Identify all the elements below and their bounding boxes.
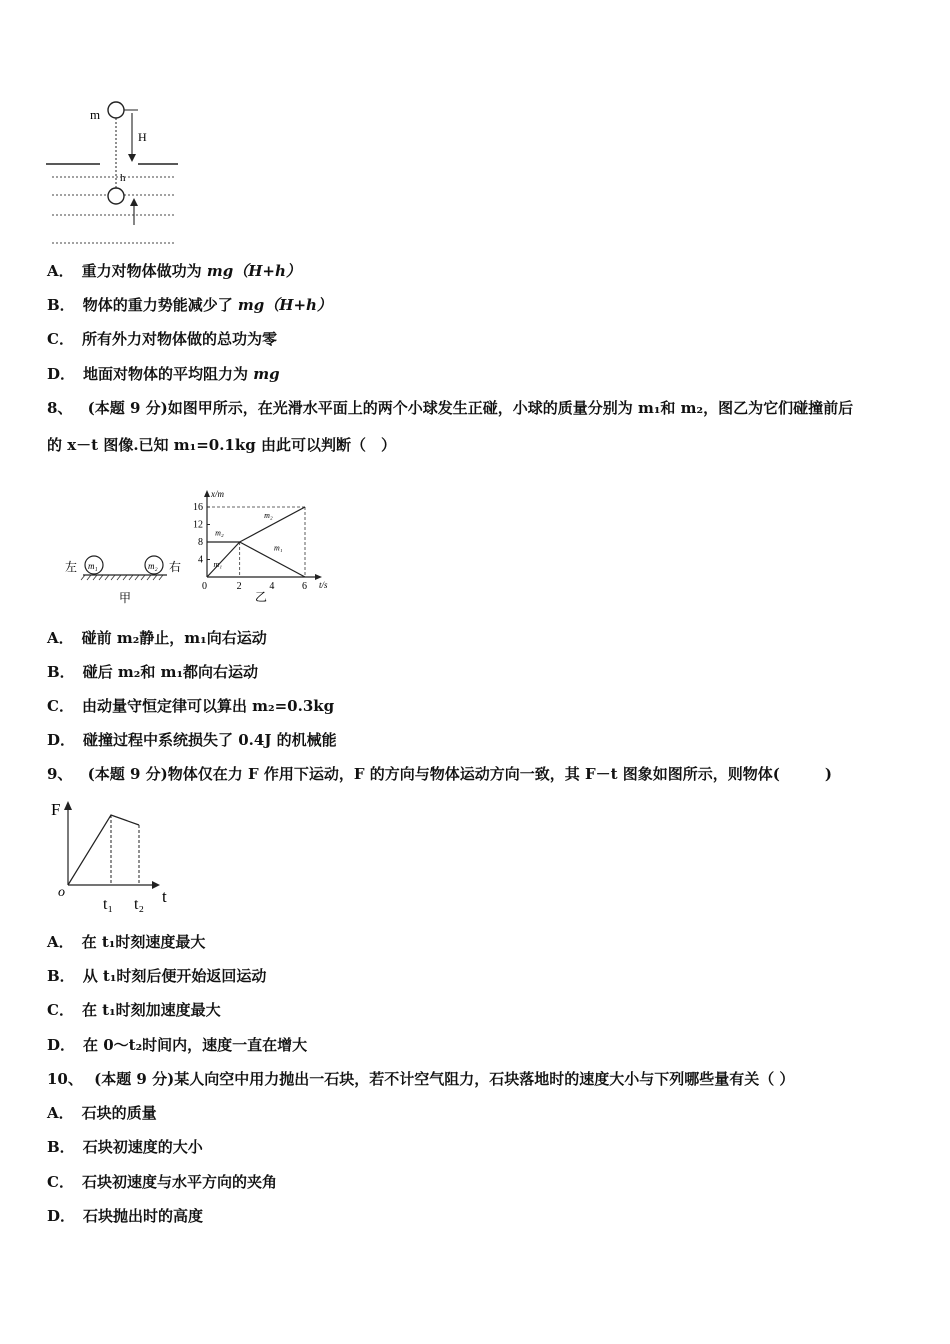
y-tick-label-4: 4 [198, 554, 203, 566]
q8-option-b[interactable]: B． 碰后 m₂和 m₁都向右运动 [47, 663, 259, 681]
t1-label: t₁ [103, 896, 114, 913]
q9-stem [47, 764, 832, 784]
left-label: 左 [65, 560, 78, 574]
q8-score: (本题 9 分) [87, 399, 168, 417]
q10-text: 某人向空中用力抛出一石块，若不计空气阻力，石块落地时的速度大小与下列哪些量有关（ ） [174, 1070, 795, 1088]
q8-stem-line2 [47, 435, 396, 455]
x-axis-label: t/s [319, 580, 328, 590]
f-axis-arrowhead [64, 801, 72, 810]
y-tick-label-12: 12 [193, 519, 203, 531]
q7-option-a[interactable]: A． 重力对物体做功为 mg（H+h） [47, 262, 301, 280]
q9-option-d[interactable]: D． 在 0～t₂时间内，速度一直在增大 [47, 1036, 308, 1054]
q8-option-a[interactable]: A． 碰前 m₂静止，m₁向右运动 [47, 629, 267, 647]
depth-h-label: h [120, 172, 126, 184]
ball-m1-label: m₁ [88, 561, 98, 571]
force-time-figure [48, 795, 183, 920]
q8-number: 8、 [47, 399, 73, 417]
y-tick-label-8: 8 [198, 537, 203, 548]
resistance-arrowhead [130, 198, 138, 206]
x-tick-label-4: 4 [269, 581, 275, 592]
series-line-3 [240, 542, 305, 577]
q8-text-1: 如图甲所示，在光滑水平面上的两个小球发生正碰，小球的质量分别为 m₁和 m₂，图乙为它们碰撞前后 [167, 399, 854, 417]
q9-option-c[interactable]: C． 在 t₁时刻加速度最大 [47, 1001, 221, 1019]
q9-number: 9、 [47, 765, 73, 783]
q10-number: 10、 [47, 1070, 83, 1088]
force-curve [68, 815, 139, 885]
floor-hatching [81, 575, 163, 580]
q9-text: 物体仅在力 F 作用下运动，F 的方向与物体运动方向一致，其 F－t 图象如图所示，则物体( ) [167, 765, 832, 783]
y-axis-label: x/m [211, 489, 224, 499]
x-axis-arrowhead [204, 490, 210, 497]
q9-score: (本题 9 分) [87, 765, 168, 783]
f-axis-label: F [51, 800, 61, 819]
t2-label: t₂ [134, 896, 145, 913]
t-axis-label: t [162, 887, 167, 906]
x-tick-label-0: 0 [202, 581, 207, 592]
q8-stem-line1 [47, 398, 853, 418]
q9-option-a[interactable]: A． 在 t₁时刻速度最大 [47, 933, 206, 951]
label-m2-before: m₂ [215, 528, 224, 538]
q7-option-c[interactable]: C． 所有外力对物体做的总功为零 [47, 330, 277, 348]
t-axis-arrowhead [152, 881, 160, 889]
label-m1-before: m₁ [213, 559, 223, 569]
xt-chart [185, 465, 350, 610]
q8-option-d[interactable]: D． 碰撞过程中系统损失了 0.4J 的机械能 [47, 731, 337, 749]
mass-label: m [90, 107, 101, 122]
q10-option-c[interactable]: C． 石块初速度与水平方向的夹角 [47, 1173, 277, 1191]
q10-option-b[interactable]: B． 石块初速度的大小 [47, 1138, 203, 1156]
q9-option-b[interactable]: B． 从 t₁时刻后便开始返回运动 [47, 967, 267, 985]
x-tick-label-2: 2 [236, 581, 242, 592]
origin-label: o [58, 885, 65, 900]
q7-option-b[interactable]: B． 物体的重力势能减少了 mg（H+h） [47, 296, 332, 314]
label-m1-after: m₁ [273, 543, 283, 553]
q10-stem [47, 1069, 794, 1089]
q10-option-d[interactable]: D． 石块抛出时的高度 [47, 1207, 204, 1225]
height-H-label: H [138, 130, 147, 144]
fall-into-sand-figure [40, 95, 190, 255]
q10-score: (本题 9 分) [94, 1070, 175, 1088]
figure-yi-caption: 乙 [255, 590, 268, 604]
x-tick-label-6: 6 [302, 581, 307, 592]
y-tick-label-16: 16 [193, 502, 203, 513]
ball-top [108, 102, 124, 118]
q8-option-c[interactable]: C． 由动量守恒定律可以算出 m₂=0.3kg [47, 697, 335, 715]
q10-option-a[interactable]: A． 石块的质量 [47, 1104, 157, 1122]
ball-bottom [108, 188, 124, 204]
right-label: 右 [169, 560, 182, 574]
ball-m2-label: m₂ [148, 561, 158, 571]
height-H-arrowhead [128, 154, 136, 162]
figure-jia-caption: 甲 [119, 591, 132, 605]
label-m2-after: m₂ [264, 510, 273, 520]
q8-text-2: 的 x－t 图像.已知 m₁=0.1kg 由此可以判断（ ） [47, 436, 396, 454]
series-line-0 [207, 542, 240, 577]
q7-option-d[interactable]: D． 地面对物体的平均阻力为 mg [47, 365, 280, 383]
collision-setup-figure [55, 545, 195, 610]
